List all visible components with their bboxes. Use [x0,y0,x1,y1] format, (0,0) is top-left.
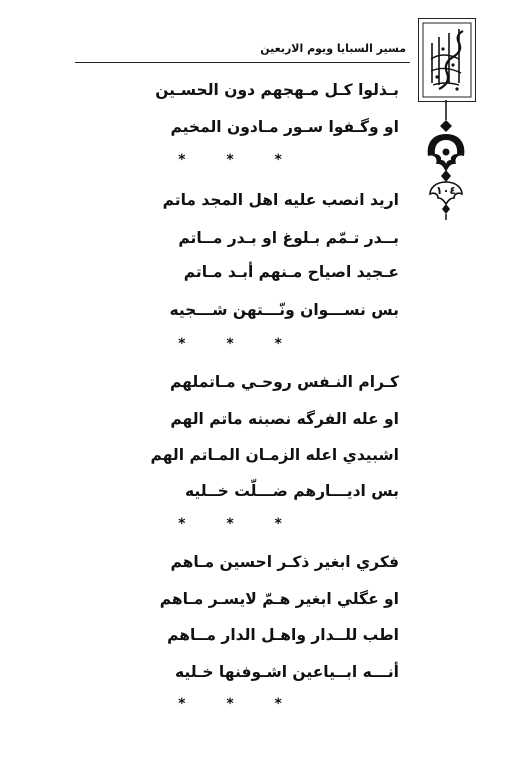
verse-line: بــدر تـمّم بـلوغ او بـدر مــاتم [178,229,399,247]
verse-line: بس اديـــارهم ضـــلّت خــليه [185,482,399,500]
verse-line: او وگـفوا سـور مـادون المخيم [170,118,399,136]
stanza-separator: * * * [178,152,300,168]
verse-line: اريد انصب عليه اهل المجد ماتم [162,191,399,209]
verse-line: أنـــه ابــياعين اشـوفنها خـليه [175,663,399,681]
verse-line: اشبيدي اعله الزمـان المـاتم الهم [150,446,399,464]
stanza-separator: * * * [178,336,300,352]
header-rule [75,62,410,63]
verse-line: كـرام النـفس روحـي مـاتملهم [170,373,399,391]
verse-line: اطب للــدار واهـل الدار مــاهم [167,626,399,644]
verse-line: بس نســـوان ونّـــتهن شـــجيه [169,301,399,319]
verse-line: عـجيد اصياح مـنهم أبـد مـاتم [183,263,399,281]
ornament-icon [420,100,472,220]
verse-line: او عله الفرگه نصبنه ماتم الهم [170,410,399,428]
verse-line: او عگلي ابغير هـمّ لايسـر مـاهم [159,590,399,608]
stanza-separator: * * * [178,696,300,712]
stanza-separator: * * * [178,516,300,532]
page-ornament [420,100,472,220]
running-title: مسير السبايا ويوم الاربعين [260,42,406,55]
verse-line: فكري ابغير ذكـر احسين مـاهم [170,553,399,571]
calligraphy-emblem-icon [418,18,476,102]
page-number: ١٠٤ [435,184,457,197]
verse-line: بـذلوا كـل مـهجهم دون الحسـين [155,81,399,99]
